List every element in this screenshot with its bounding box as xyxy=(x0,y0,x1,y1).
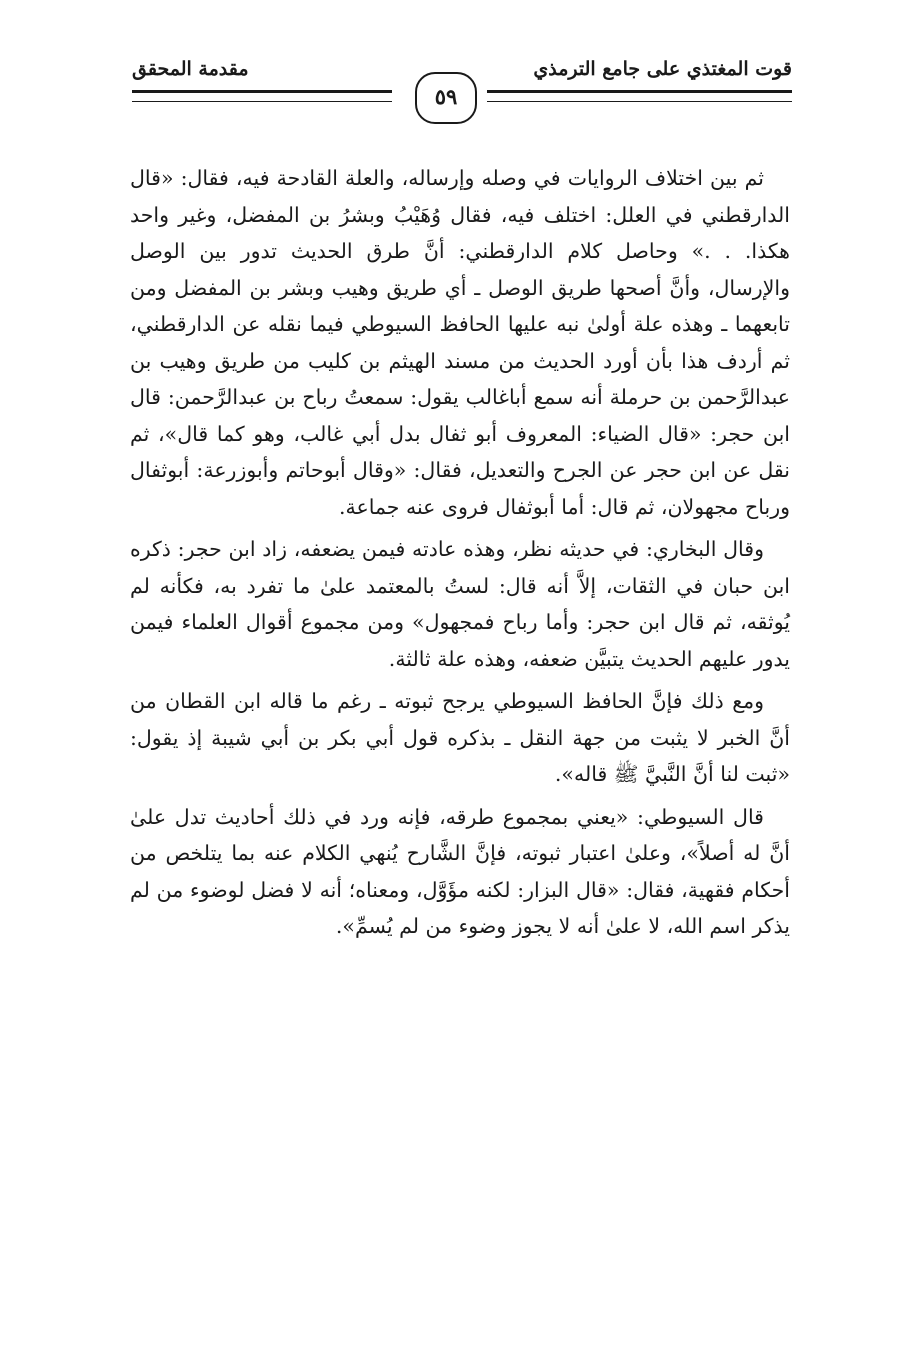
page-body xyxy=(130,160,790,951)
paragraph: وقال البخاري: في حديثه نظر، وهذه عادته فيمن يضعفه، زاد ابن حجر: ذكره ابن حبان في الثقات، إلاَّ أنه قال: لستُ بالمعتمد علىٰ ما تفرد به، فكأنه لم يُوثقه، ثم قال ابن حجر: وأما رباح فمجهول» ومن مجموع أقوال العلماء فيمن يدور عليهم الحديث يتبيَّن ضعفه، وهذه علة ثالثة. xyxy=(130,537,790,671)
paragraph: ثم بين اختلاف الروايات في وصله وإرساله، والعلة القادحة فيه، فقال: «قال الدارقطني في العلل: اختلف فيه، فقال وُهَيْبُ وبشرُ بن المفضل، وغير واحد هكذا. . .» وحاصل كلام الدارقطني: أنَّ طرق الحديث تدور بين الوصل والإرسال، وأنَّ أصحها طريق الوصل ـ أي طريق وهيب وبشر بن المفضل ومن تابعهما ـ وهذه علة أولىٰ نبه عليها الحافظ السيوطي فيما نقله عن الدارقطني، ثم أردف هذا بأن أورد الحديث من مسند الهيثم بن كليب من طريق وهيب بن عبدالرَّحمن بن حرملة أنه سمع أباغالب يقول: سمعتُ رباح بن عبدالرَّحمن: قال ابن حجر: «قال الضياء: المعروف أبو ثفال بدل أبي غالب، وهو كما قال»، ثم نقل عن ابن حجر عن الجرح والتعديل، فقال: «وقال أبوحاتم وأبوزرعة: أبوثفال ورباح مجهولان، ثم قال: أما أبوثفال فروى عنه جماعة. xyxy=(130,166,790,519)
paragraph: ومع ذلك فإنَّ الحافظ السيوطي يرجح ثبوته ـ رغم ما قاله ابن القطان من أنَّ الخبر لا يثبت من جهة النقل ـ بذكره قول أبي بكر بن أبي شيبة إذ يقول: «ثبت لنا أنَّ النَّبيَّ ﷺ قاله». xyxy=(130,689,790,786)
header-rule-right xyxy=(487,90,792,102)
paragraph: قال السيوطي: «يعني بمجموع طرقه، فإنه ورد في ذلك أحاديث تدل علىٰ أنَّ له أصلاً»، وعلىٰ اعتبار ثبوته، فإنَّ الشَّارح يُنهي الكلام عنه بما يتلخص من أحكام فقهية، فقال: «قال البزار: لكنه مؤَوَّل، ومعناه؛ أنه لا فضل لوضوء من لم يذكر اسم الله، لا علىٰ أنه لا يجوز وضوء من لم يُسمِّ». xyxy=(130,804,790,938)
page-header xyxy=(132,58,792,130)
section-title: مقدمة المحقق xyxy=(132,58,249,80)
book-title: قوت المغتذي على جامع الترمذي xyxy=(533,58,792,80)
page-number: ٥٩ xyxy=(415,72,477,124)
header-rule-left xyxy=(132,90,392,102)
